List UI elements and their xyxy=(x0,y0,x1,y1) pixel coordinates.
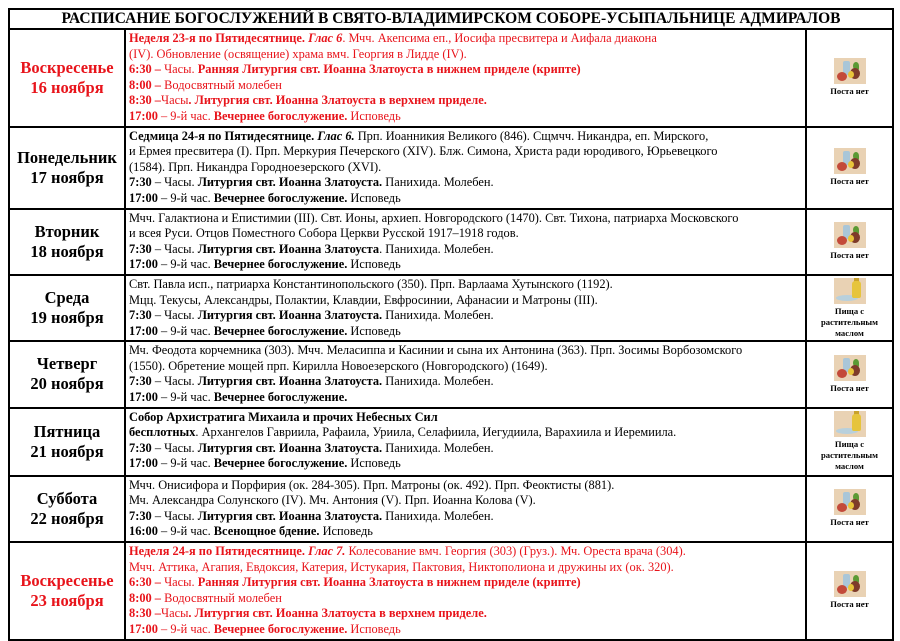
day-row xyxy=(9,127,893,209)
weekday: Понедельник xyxy=(17,147,117,167)
text-segment: 7:30 xyxy=(129,374,152,389)
vegetable-oil-food-icon xyxy=(834,278,866,304)
text-segment: Исповедь xyxy=(347,190,401,205)
text-segment: . Литургия свт. Иоанна Златоуста в верхнем приделе. xyxy=(188,93,487,108)
text-segment: Седмица 24-я по Пятидесятнице. xyxy=(129,128,318,143)
text-segment: Часы xyxy=(161,606,189,621)
service-line xyxy=(129,374,802,390)
weekday: Среда xyxy=(44,288,90,308)
day-row xyxy=(9,341,893,407)
text-segment: . Архангелов Гавриила, Рафаила, Уриила, Селафиила, Иегудиила, Варахиила и Иеремиила. xyxy=(195,425,677,440)
fast-cell xyxy=(806,29,893,127)
text-segment: Исповедь xyxy=(347,108,401,123)
text-segment: Вечернее богослужение. xyxy=(213,622,348,636)
text-segment: – 9-й час. xyxy=(157,390,214,405)
service-line xyxy=(129,62,802,78)
text-segment: 7:30 xyxy=(129,440,152,455)
text-segment: Литургия свт. Иоанна Златоуста. xyxy=(197,508,383,523)
day-cell xyxy=(9,476,125,542)
text-segment: Исповедь xyxy=(347,323,401,338)
date: 20 ноября xyxy=(30,374,104,394)
text-segment: . Литургия свт. Иоанна Златоуста в верхнем приделе. xyxy=(188,606,487,621)
fast-label: Пища с растительным маслом xyxy=(821,305,878,338)
text-segment: Ранняя Литургия свт. Иоанна Златоуста в нижнем приделе (крипте) xyxy=(197,62,581,77)
fast-cell xyxy=(806,542,893,640)
service-line xyxy=(129,308,802,324)
schedule-body xyxy=(9,29,893,640)
service-line xyxy=(129,293,802,309)
service-line xyxy=(129,544,802,560)
text-segment: Водосвятный молебен xyxy=(164,590,282,605)
text-segment: Глас 6 xyxy=(308,31,343,45)
fast-label: Поста нет xyxy=(830,517,869,528)
weekday: Воскресенье xyxy=(20,570,114,590)
services-cell xyxy=(125,275,806,341)
services-cell xyxy=(125,209,806,275)
text-segment: Панихида. Молебен. xyxy=(382,508,494,523)
text-segment: Мчч. Аттика, Агапия, Евдоксия, Катерия, Истукария, Пактовия, Никтополиона и дружины их (ок. 320). xyxy=(129,559,674,574)
service-line xyxy=(129,560,802,576)
text-segment: Вечернее богослужение. xyxy=(213,456,348,471)
no-fast-food-icon xyxy=(834,571,866,597)
day-row xyxy=(9,476,893,542)
day-cell xyxy=(9,275,125,341)
text-segment: – 9-й час. xyxy=(157,323,214,338)
text-segment: Исповедь xyxy=(347,456,401,471)
text-segment: Панихида. Молебен. xyxy=(382,440,494,455)
text-segment: – 9-й час. xyxy=(157,622,214,636)
text-segment: и всея Руси. Отцов Поместного Собора Церкви Русской 1917–1918 годов. xyxy=(129,226,519,241)
text-segment: 7:30 xyxy=(129,175,152,190)
service-line xyxy=(129,277,802,293)
text-segment: 8:00 – xyxy=(129,590,165,605)
schedule-table xyxy=(8,8,894,641)
service-line xyxy=(129,425,802,441)
date: 17 ноября xyxy=(30,167,104,187)
text-segment: – 9-й час. xyxy=(157,456,214,471)
services-cell xyxy=(125,542,806,640)
vegetable-oil-food-icon xyxy=(834,411,866,437)
day-cell xyxy=(9,127,125,209)
no-fast-food-icon xyxy=(834,58,866,84)
service-line xyxy=(129,493,802,509)
fast-label: Поста нет xyxy=(830,176,869,187)
text-segment: – Часы. xyxy=(151,374,198,389)
service-line xyxy=(129,144,802,160)
text-segment: Литургия свт. Иоанна Златоуста xyxy=(197,241,380,256)
service-line xyxy=(129,47,802,63)
text-segment: Глас 7. xyxy=(308,544,346,559)
weekday: Четверг xyxy=(36,354,98,374)
text-segment: 7:30 xyxy=(129,508,152,523)
text-segment: – 9-й час. xyxy=(157,524,214,539)
text-segment: Ранняя Литургия свт. Иоанна Златоуста в нижнем приделе (крипте) xyxy=(197,575,581,590)
text-segment: Литургия свт. Иоанна Златоуста. xyxy=(197,374,383,389)
service-line xyxy=(129,93,802,109)
text-segment: Литургия свт. Иоанна Златоуста. xyxy=(197,175,383,190)
date: 18 ноября xyxy=(30,241,104,261)
text-segment: Вечернее богослужение. xyxy=(213,108,348,123)
date: 19 ноября xyxy=(30,308,104,328)
text-segment: Исповедь xyxy=(347,622,401,636)
text-segment: бесплотных xyxy=(129,425,196,440)
text-segment: – Часы. xyxy=(151,175,198,190)
service-line xyxy=(129,410,802,426)
text-segment: Вечернее богослужение. xyxy=(213,257,348,272)
text-segment: 17:00 xyxy=(129,190,158,205)
text-segment: Всенощное бдение. xyxy=(213,524,320,539)
text-segment: Исповедь xyxy=(347,257,401,272)
day-cell xyxy=(9,209,125,275)
fast-label: Пища с растительным маслом xyxy=(821,439,878,472)
service-line xyxy=(129,343,802,359)
weekday: Суббота xyxy=(36,488,98,508)
text-segment: – Часы. xyxy=(151,241,198,256)
no-fast-food-icon xyxy=(834,222,866,248)
text-segment: – 9-й час. xyxy=(157,190,214,205)
text-segment: Вечернее богослужение. xyxy=(213,390,348,405)
service-line xyxy=(129,257,802,273)
service-line xyxy=(129,78,802,94)
service-line xyxy=(129,441,802,457)
text-segment: Свт. Павла исп., патриарха Константинопольского (350). Прп. Варлаама Хутынского (1192). xyxy=(129,276,613,291)
service-line xyxy=(129,160,802,176)
text-segment: Колесование вмч. Георгия (303) (Груз.). Мч. Ореста врача (304). xyxy=(345,544,686,559)
text-segment: 8:30 – xyxy=(129,606,162,621)
day-row xyxy=(9,408,893,476)
text-segment: 6:30 – xyxy=(129,62,165,77)
weekday: Пятница xyxy=(33,421,101,441)
no-fast-food-icon xyxy=(834,355,866,381)
text-segment: Вечернее богослужение. xyxy=(213,323,348,338)
text-segment: (1584). Прп. Никандра Городноезерского (XVI). xyxy=(129,159,382,174)
service-line xyxy=(129,211,802,227)
text-segment: 17:00 xyxy=(129,323,158,338)
fast-cell xyxy=(806,275,893,341)
day-row xyxy=(9,29,893,127)
text-segment: Прп. Иоанникия Великого (846). Сщмчч. Никандра, еп. Мирского, xyxy=(354,128,709,143)
text-segment: 17:00 xyxy=(129,622,158,636)
day-row xyxy=(9,209,893,275)
weekday: Вторник xyxy=(34,221,100,241)
day-cell xyxy=(9,29,125,127)
services-cell xyxy=(125,408,806,476)
text-segment: (1550). Обретение мощей прп. Кирилла Новоезерского (Новгородского) (1649). xyxy=(129,358,548,373)
service-line xyxy=(129,175,802,191)
fast-cell xyxy=(806,476,893,542)
text-segment: 7:30 xyxy=(129,241,152,256)
text-segment: Литургия свт. Иоанна Златоуста. xyxy=(197,308,383,323)
text-segment: – Часы. xyxy=(151,308,198,323)
title-row xyxy=(9,9,893,29)
text-segment: Вечернее богослужение. xyxy=(213,190,348,205)
text-segment: 17:00 xyxy=(129,108,162,123)
service-line xyxy=(129,129,802,145)
service-line xyxy=(129,622,802,638)
date: 22 ноября xyxy=(30,508,104,528)
fast-label: Поста нет xyxy=(830,86,869,97)
text-segment: Литургия свт. Иоанна Златоуста. xyxy=(197,440,383,455)
service-line xyxy=(129,509,802,525)
service-line xyxy=(129,575,802,591)
fast-label: Поста нет xyxy=(830,382,869,393)
services-cell xyxy=(125,341,806,407)
services-cell xyxy=(125,29,806,127)
service-line xyxy=(129,591,802,607)
service-line xyxy=(129,478,802,494)
text-segment: 8:30 – xyxy=(129,93,162,108)
service-line xyxy=(129,359,802,375)
text-segment: – 9-й час. xyxy=(161,108,214,123)
text-segment: – Часы. xyxy=(151,508,198,523)
day-cell xyxy=(9,341,125,407)
text-segment: Мцц. Текусы, Александры, Полактии, Клавдии, Евфросинии, Афанасии и Матроны (III). xyxy=(129,292,598,307)
weekday: Воскресенье xyxy=(20,57,114,77)
no-fast-food-icon xyxy=(834,489,866,515)
text-segment: Глас 6. xyxy=(317,128,355,143)
text-segment: Панихида. Молебен. xyxy=(382,175,494,190)
fast-cell xyxy=(806,127,893,209)
day-cell xyxy=(9,542,125,640)
text-segment: Часы xyxy=(161,93,189,108)
schedule-title: РАСПИСАНИЕ БОГОСЛУЖЕНИЙ В СВЯТО-ВЛАДИМИРСКОМ СОБОРЕ-УСЫПАЛЬНИЦЕ АДМИРАЛОВ xyxy=(9,9,893,29)
day-row xyxy=(9,275,893,341)
text-segment: 8:00 – xyxy=(129,77,165,92)
text-segment: Панихида. Молебен. xyxy=(382,308,494,323)
no-fast-food-icon xyxy=(834,148,866,174)
text-segment: – 9-й час. xyxy=(157,257,214,272)
service-line xyxy=(129,390,802,406)
text-segment: Неделя 23-я по Пятидесятнице. xyxy=(129,31,309,45)
text-segment: Часы. xyxy=(164,62,198,77)
service-line xyxy=(129,191,802,207)
text-segment: Исповедь xyxy=(319,524,373,539)
date: 21 ноября xyxy=(30,441,104,461)
fast-label: Поста нет xyxy=(830,599,869,610)
text-segment: 17:00 xyxy=(129,257,158,272)
service-line xyxy=(129,242,802,258)
text-segment: Мчч. Онисифора и Порфирия (ок. 284-305). Прп. Матроны (ок. 492). Прп. Феоктисты (881). xyxy=(129,477,615,492)
service-line xyxy=(129,109,802,125)
text-segment: Мч. Александра Солунского (IV). Мч. Антония (V). Прп. Иоанна Колова (V). xyxy=(129,493,536,508)
text-segment: 17:00 xyxy=(129,456,158,471)
fast-cell xyxy=(806,341,893,407)
text-segment: (IV). Обновление (освящение) храма вмч. Георгия в Лидде (IV). xyxy=(129,46,467,61)
text-segment: Неделя 24-я по Пятидесятнице. xyxy=(129,544,309,559)
text-segment: 7:30 xyxy=(129,308,152,323)
text-segment: Собор Архистратига Михаила и прочих Небесных Сил xyxy=(129,409,438,424)
date: 16 ноября xyxy=(30,77,104,97)
text-segment: . Мчч. Акепсима еп., Иосифа пресвитера и Аифала диакона xyxy=(342,31,657,45)
fast-cell xyxy=(806,408,893,476)
text-segment: – Часы. xyxy=(151,440,198,455)
text-segment: Часы. xyxy=(164,575,198,590)
date: 23 ноября xyxy=(30,590,104,610)
text-segment: Мч. Феодота корчемника (303). Мчч. Меласиппа и Касинии и сына их Антонина (363). Прп. Зосимы Ворбозомского xyxy=(129,343,743,358)
service-line xyxy=(129,226,802,242)
fast-cell xyxy=(806,209,893,275)
text-segment: и Ермея пресвитера (I). Прп. Меркурия Печерского (XIV). Блж. Симона, Христа ради юродивого, Юрьевецкого xyxy=(129,144,718,159)
text-segment: . Панихида. Молебен. xyxy=(379,241,494,256)
fast-label: Поста нет xyxy=(830,250,869,261)
service-line xyxy=(129,456,802,472)
text-segment: Мчч. Галактиона и Епистимии (III). Свт. Ионы, архиеп. Новгородского (1470). Свт. Тихона, патриарха Московского xyxy=(129,210,739,225)
services-cell xyxy=(125,476,806,542)
text-segment: Панихида. Молебен. xyxy=(382,374,494,389)
services-cell xyxy=(125,127,806,209)
day-row xyxy=(9,542,893,640)
text-segment: 17:00 xyxy=(129,390,158,405)
service-line xyxy=(129,31,802,47)
day-cell xyxy=(9,408,125,476)
service-line xyxy=(129,324,802,340)
text-segment: Водосвятный молебен xyxy=(164,77,282,92)
text-segment: 16:00 xyxy=(129,524,158,539)
service-line xyxy=(129,524,802,540)
service-line xyxy=(129,606,802,622)
text-segment: 6:30 – xyxy=(129,575,165,590)
